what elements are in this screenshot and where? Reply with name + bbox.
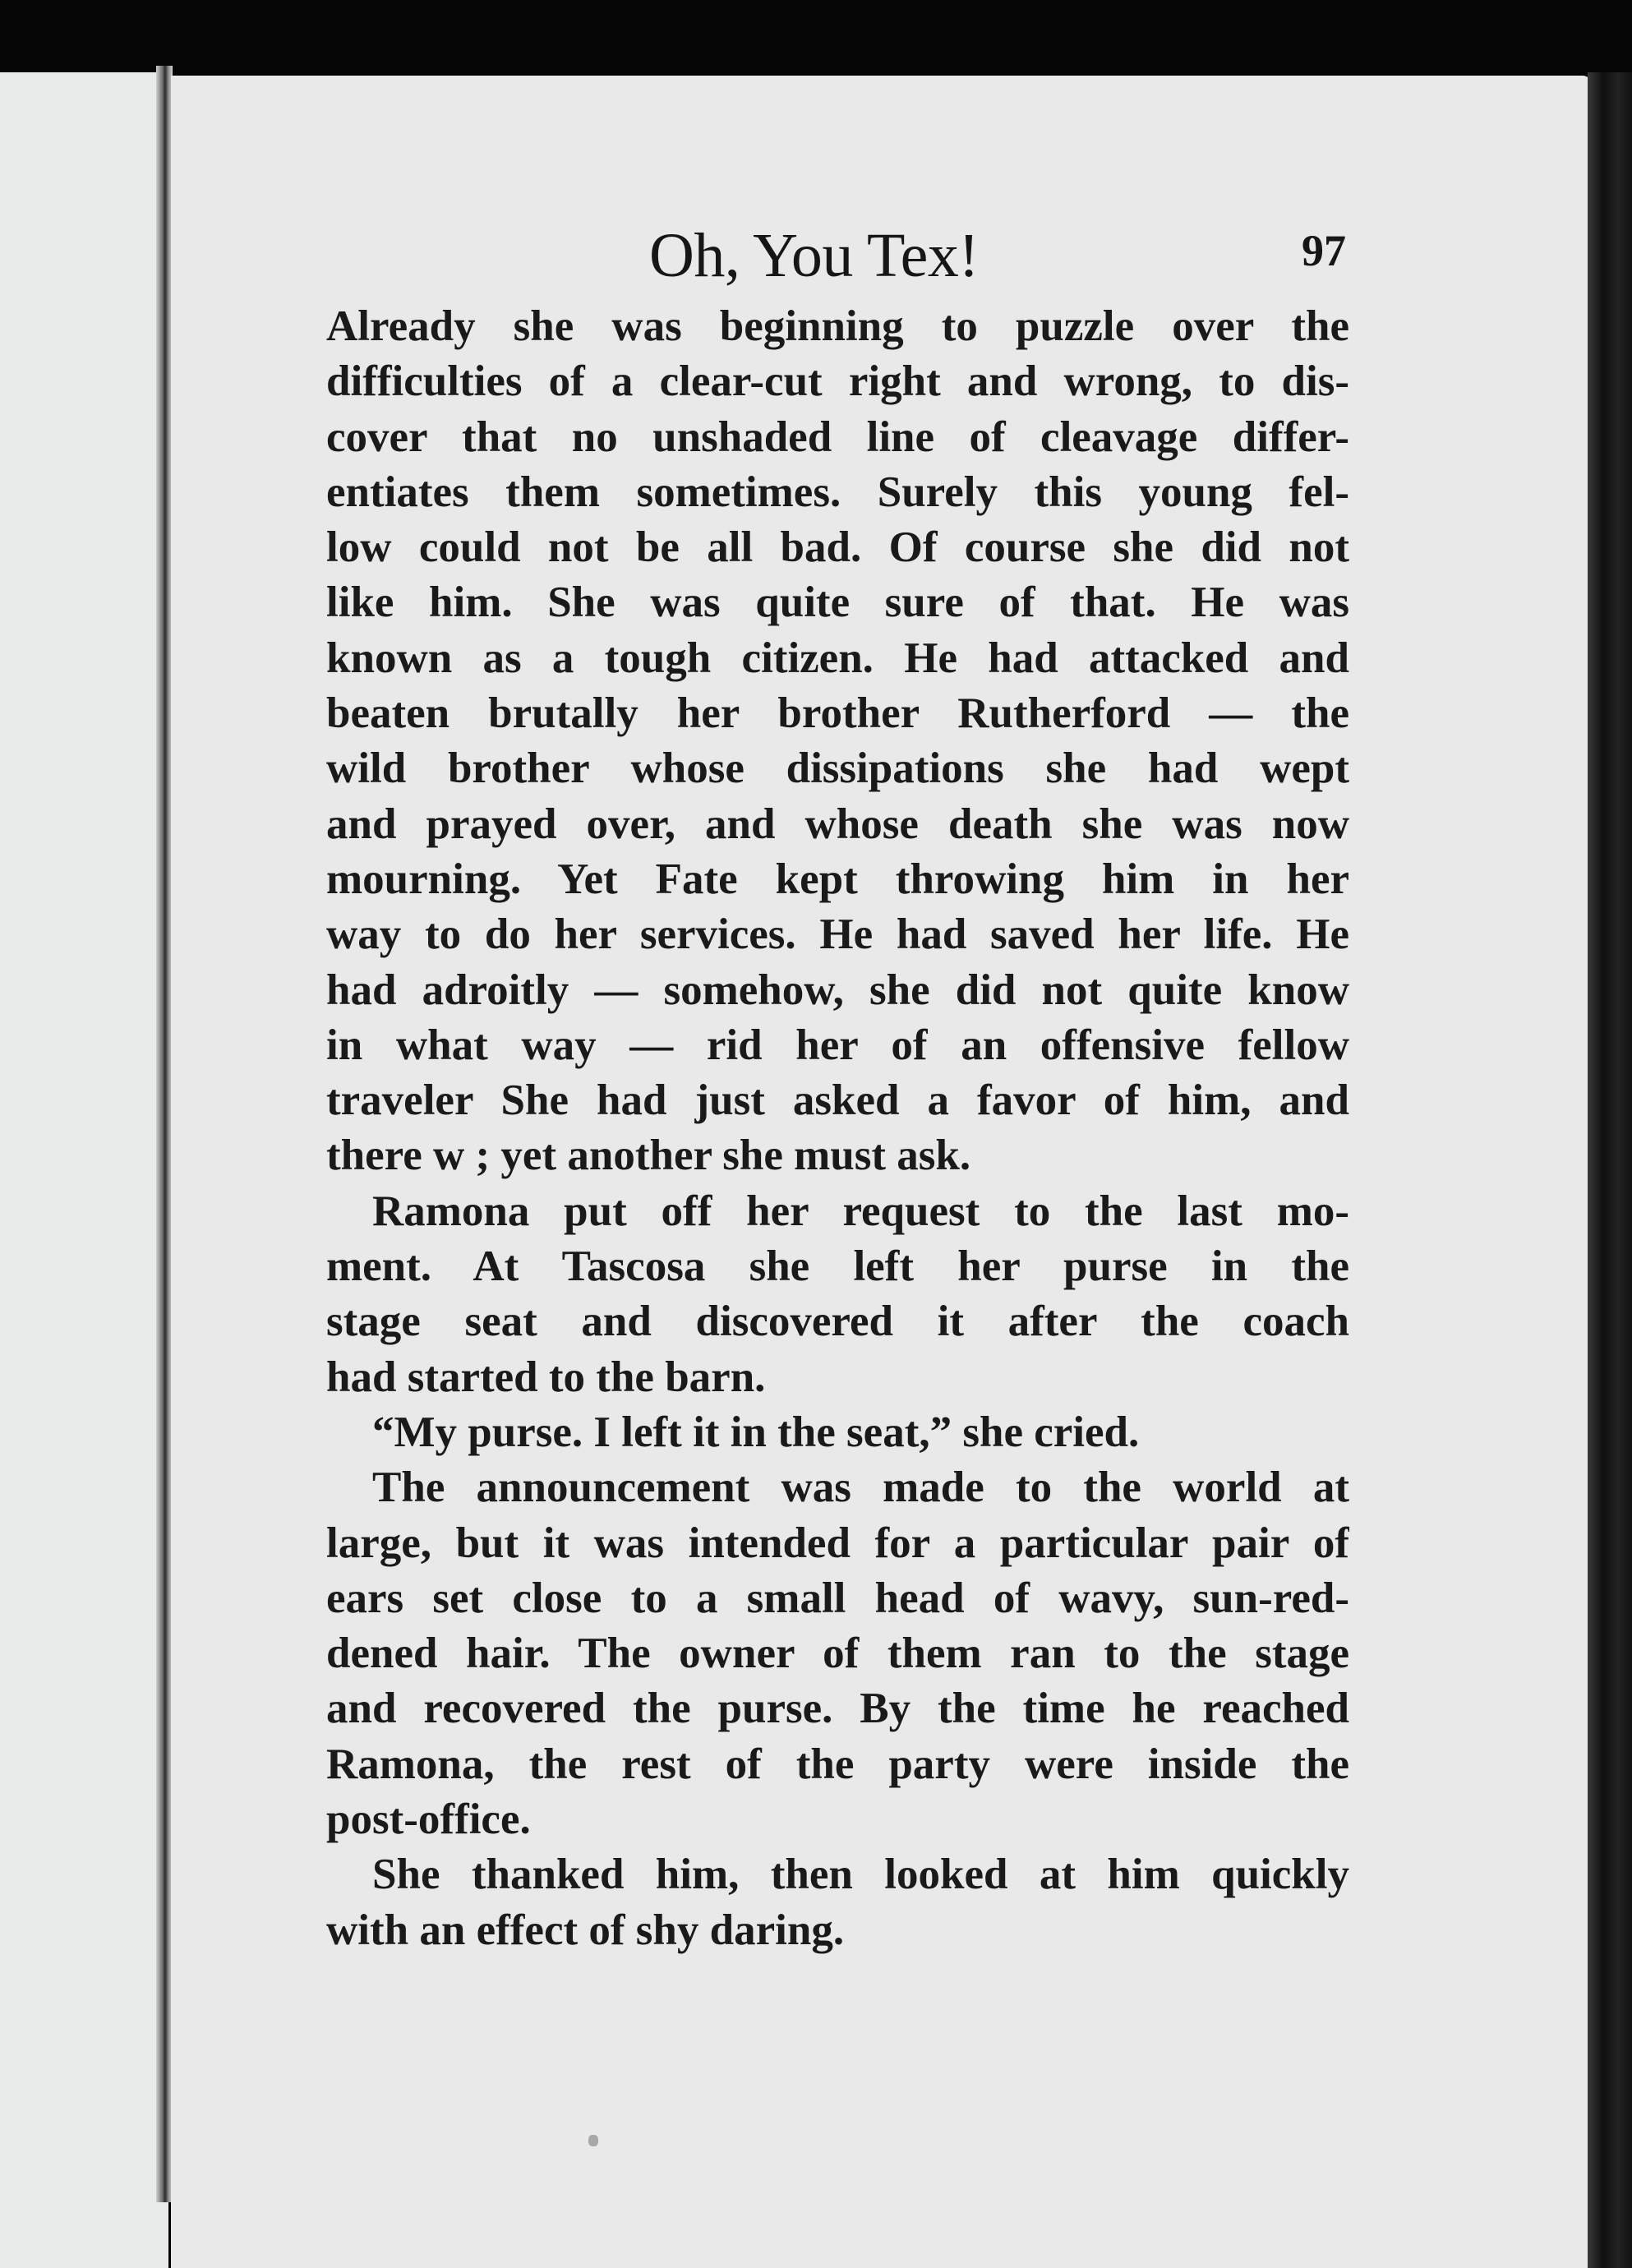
text-line: and prayed over, and whose death she was now (326, 800, 1349, 848)
text-line: large, but it was intended for a particular pair of (326, 1519, 1349, 1567)
text-line: there w ; yet another she must ask. (326, 1132, 971, 1180)
text-line: wild brother whose dissipations she had wept (326, 744, 1349, 793)
body-text (326, 299, 1349, 1958)
text-line: mourning. Yet Fate kept throwing him in her (326, 855, 1349, 903)
text-line: beaten brutally her brother Rutherford — the (326, 689, 1349, 738)
text-line: way to do her services. He had saved her life. He (326, 910, 1349, 959)
text-line: ment. At Tascosa she left her purse in the (326, 1242, 1349, 1291)
text-line: post-office. (326, 1796, 531, 1844)
text-line: with an effect of shy daring. (326, 1906, 845, 1954)
running-title: Oh, You Tex! (649, 221, 980, 290)
ink-smudge (588, 2135, 598, 2146)
text-line: traveler She had just asked a favor of him, and (326, 1076, 1349, 1125)
scan-top-border (0, 0, 1632, 74)
paragraph (326, 1184, 1349, 1405)
text-line: difficulties of a clear-cut right and wrong, to dis- (326, 357, 1349, 406)
text-line: stage seat and discovered it after the coach (326, 1298, 1349, 1346)
page-number: 97 (1302, 226, 1346, 275)
paragraph (326, 299, 1349, 1184)
text-line: Already she was beginning to puzzle over the (326, 302, 1349, 350)
text-line: She thanked him, then looked at him quickly (372, 1851, 1349, 1899)
text-line: cover that no unshaded line of cleavage differ- (326, 413, 1349, 461)
paragraph (326, 1405, 1349, 1460)
page-header (0, 205, 1632, 296)
text-line: like him. She was quite sure of that. He was (326, 579, 1349, 627)
page-edge-shadow (1588, 72, 1632, 2268)
text-line: ears set close to a small head of wavy, sun-red- (326, 1574, 1349, 1622)
text-line: “My purse. I left it in the seat,” she cried. (372, 1408, 1140, 1456)
text-line: low could not be all bad. Of course she did not (326, 523, 1349, 572)
paragraph (326, 1460, 1349, 1847)
facing-page-edge (0, 72, 168, 2268)
text-line: had started to the barn. (326, 1353, 766, 1401)
text-line: known as a tough citizen. He had attacked and (326, 634, 1349, 682)
text-line: Ramona, the rest of the party were inside the (326, 1740, 1349, 1788)
text-line: dened hair. The owner of them ran to the stage (326, 1630, 1349, 1678)
text-line: in what way — rid her of an offensive fellow (326, 1021, 1349, 1069)
book-gutter (156, 66, 173, 2202)
text-line: had adroitly — somehow, she did not quite know (326, 966, 1349, 1014)
text-line: and recovered the purse. By the time he reached (326, 1685, 1349, 1733)
text-line: entiates them sometimes. Surely this young fel- (326, 468, 1349, 516)
text-line: Ramona put off her request to the last mo- (372, 1187, 1349, 1235)
text-line: The announcement was made to the world at (372, 1464, 1349, 1512)
paragraph (326, 1847, 1349, 1958)
